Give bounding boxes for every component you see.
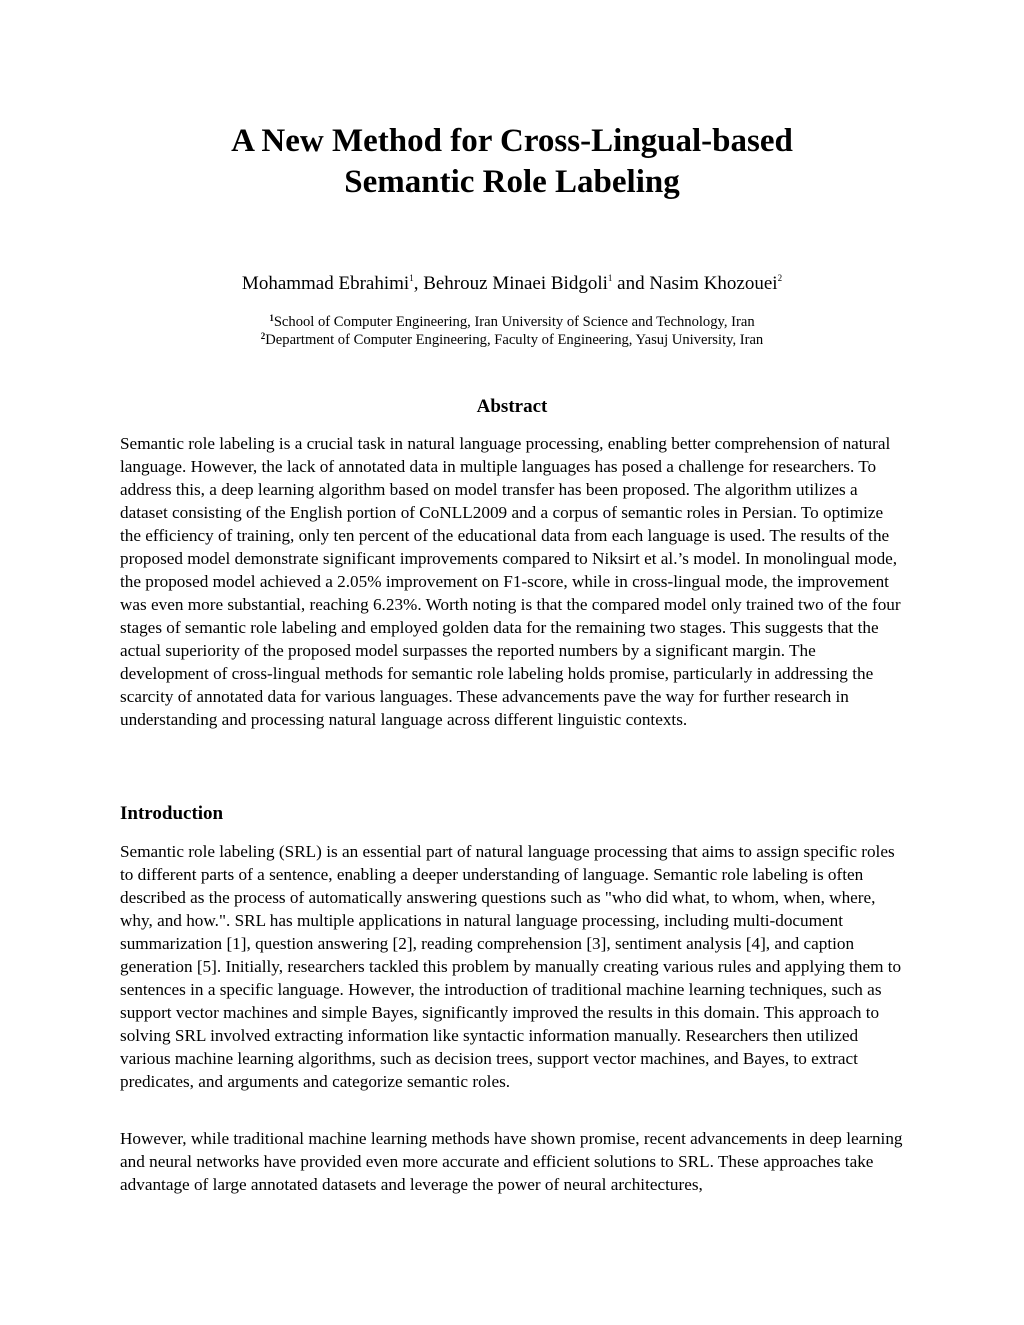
- abstract-heading: Abstract: [476, 396, 548, 417]
- paper-title-line-1: A New Method for Cross-Lingual-based: [231, 123, 793, 159]
- author-name: Behrouz Minaei Bidgoli: [423, 273, 608, 294]
- abstract-text: Semantic role labeling is a crucial task in natural language processing, enabling better comprehension of natural language. However, the lack of annotated data in multiple languages has posed a challenge for researchers. To address this, a deep learning algorithm based on model transfer has been proposed. The algorithm utilizes a dataset consisting of the English portion of CoNLL2009 and a corpus of semantic roles in Persian. To optimize the efficiency of training, only ten percent of the educational data from each language is used. The results of the proposed model demonstrate significant improvements compared to Niksirt et al.’s model. In monolingual mode, the proposed model achieved a 2.05% improvement on F1-score, while in cross-lingual mode, the improvement was even more substantial, reaching 6.23%. Worth noting is that the compared model only trained two of the four stages of semantic role labeling and employed golden data for the remaining two stages. This suggests that the actual superiority of the proposed model surpasses the reported numbers by a significant margin. The development of cross-lingual methods for semantic role labeling holds promise, particularly in addressing the scarcity of annotated data for various languages. These advancements pave the way for further research in understanding and processing natural language across different linguistic contexts.: [120, 434, 901, 729]
- affiliation-marker: 1: [269, 313, 274, 323]
- author-separator: ,: [413, 273, 424, 294]
- author-affiliation-marker: 1: [409, 273, 414, 283]
- affiliation-text: School of Computer Engineering, Iran University of Science and Technology, Iran: [273, 314, 755, 330]
- author-name: Nasim Khozouei: [649, 273, 778, 294]
- author-separator: and: [612, 273, 650, 294]
- introduction-paragraph: However, while traditional machine learning methods have shown promise, recent advancements in deep learning and neural networks have provided even more accurate and efficient solutions to SRL. These approaches take advantage of large annotated datasets and leverage the power of neural architectures,: [120, 1129, 903, 1194]
- introduction-heading: Introduction: [120, 803, 224, 824]
- affiliation: [0, 313, 1024, 331]
- paper-title: [0, 121, 1024, 203]
- author-affiliation-marker: 2: [777, 273, 783, 283]
- affiliation-marker: 2: [260, 331, 266, 341]
- affiliation-text: Department of Computer Engineering, Faculty of Engineering, Yasuj University, Iran: [265, 332, 764, 348]
- paper-title-line-2: Semantic Role Labeling: [344, 164, 680, 200]
- author-affiliation-marker: 1: [607, 273, 613, 283]
- introduction-paragraph: Semantic role labeling (SRL) is an essential part of natural language processing that aims to assign specific roles to different parts of a sentence, enabling a deeper understanding of language. Semantic role labeling is often described as the process of automatically answering questions such as "who did what, to whom, when, where, why, and how.". SRL has multiple applications in natural language processing, including multi-document summarization [1], question answering [2], reading comprehension [3], sentiment analysis [4], and caption generation [5]. Initially, researchers tackled this problem by manually creating various rules and applying them to sentences in a specific language. However, the introduction of traditional machine learning techniques, such as support vector machines and simple Bayes, significantly improved the results in this domain. This approach to solving SRL involved extracting information like syntactic information manually. Researchers then utilized various machine learning algorithms, such as decision trees, support vector machines, and Bayes, to extract predicates, and arguments and categorize semantic roles.: [120, 842, 902, 1091]
- author-list: [0, 272, 1024, 296]
- author-name: Mohammad Ebrahimi: [241, 273, 410, 294]
- affiliation: [0, 331, 1024, 349]
